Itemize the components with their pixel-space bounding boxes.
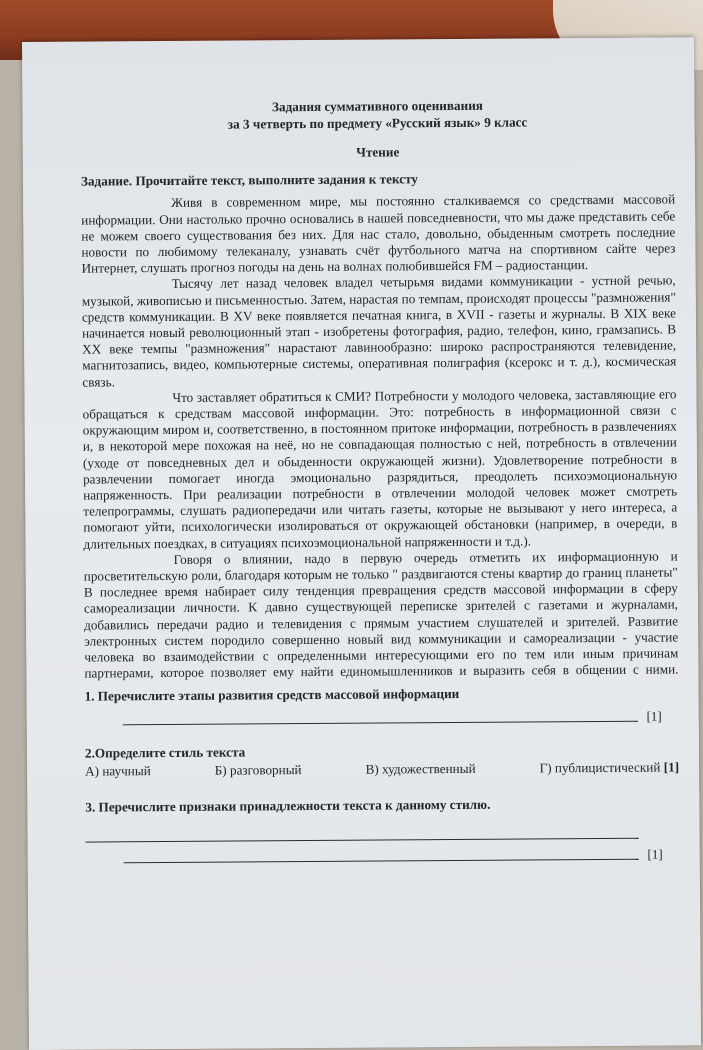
paragraph-4: Говоря о влиянии, надо в первую очередь отметить их информационную и просветительскую роли, благодаря которым не только " раздвигаются стены квартир до границ планеты" В последнее время набирает силу тенденция превращения средств массовой информации в сферу самореализации личности. К давно существующей переписке зрителей с газетами и журналами, добавились передачи радио и телевидения с прямым участием слушателей и зрителей. Развитие электронных систем породило совершенно новый вид коммуникации и самореализации - участие человека во взаимодействии с определенными интересующими его по тем или иным причинам партнерами, которое позволяет ему найти единомышленников и выразить себя в общении с ними.: [83, 548, 679, 681]
paragraph-3: Что заставляет обратиться к СМИ? Потребности у молодого человека, заставляющие его обращаться к средствам массовой информации. Это: потребность в информационной связи с окружающим миром и, соответственно, в постоянном притоке информации, потребность в развлечениях и, в некоторой мере похожая на неё, но не совпадающая полностью с ней, потребность в отвлечении (уходе от повседневных дел и обыденности окружающей жизни). Удовлетворение потребности в развлечении помогает иногда эмоционально разрядиться, преодолеть психоэмоциональную напряженность. При реализации потребности в отвлечении молодой человек может смотреть телепрограммы, слушать радиопередачи или читать газеты, которые не вызывают у него интереса, а помогают уйти, психологически изолироваться от окружающей обстановки (например, в очереди, в длительных поездках, в ситуациях психоэмоциональной напряженности и т.д.).: [82, 386, 678, 552]
document-title: [80, 95, 674, 133]
option-d-group: [540, 759, 680, 776]
task-instruction: Задание. Прочитайте текст, выполните задания к тексту: [80, 171, 419, 189]
paragraph-2: Тысячу лет назад человек владел четырьмя видами коммуникации - устной речью, музыкой, живописью и письменностью. Затем, нарастая по темпам, происходят процессы "размножения" средств коммуникации. В XV веке появляется печатная книга, в XVII - газеты и журналы. В XIX веке начинается новый революционный этап - изобретены фотография, радио, телефон, кино, грамзапись. В XX веке темпы "размножения" нарастают лавинообразно: широко распространяются телевидение, магнитозапись, видео, компьютерные системы, оперативная полиграфия (ксерокс и т. д.), космическая связь.: [81, 272, 677, 390]
option-d[interactable]: Г) публицистический: [539, 759, 661, 776]
answer-line-1[interactable]: [123, 700, 662, 725]
question-2: 2.Определите стиль текста: [84, 744, 246, 761]
title-line-2: за 3 четверть по предмету «Русский язык» 9 класс: [227, 114, 528, 132]
question-2-score: [1]: [663, 759, 680, 775]
title-line-1: Задания суммативного оценивания: [271, 97, 483, 115]
question-1-score: [1]: [646, 708, 662, 724]
document-content: [80, 95, 679, 863]
option-a[interactable]: А) научный: [85, 763, 151, 779]
answer-line-3b[interactable]: [124, 839, 663, 864]
section-heading: Чтение: [356, 144, 400, 160]
question-3: 3. Перечислите признаки принадлежности текста к данному стилю.: [85, 796, 491, 815]
option-b[interactable]: Б) разговорный: [214, 761, 302, 778]
question-1: 1. Перечислите этапы развития средств массовой информации: [84, 685, 460, 704]
question-3-score: [1]: [647, 846, 663, 862]
option-c[interactable]: В) художественный: [365, 760, 476, 777]
paragraph-1: Живя в современном мире, мы постоянно сталкиваемся со средствами массовой информации. Они настолько прочно основались в нашей повседневности, что мы даже представить себе не можем своего существования без них. Для нас стало, довольно, обыденным смотреть последние новости по любимому телеканалу, узнавать счёт футбольного матча на спортивном сайте через Интернет, слушать прогноз погоды на день на волнах полюбившейся FM – радиостанции.: [81, 191, 676, 276]
paper-sheet: [22, 37, 701, 1050]
